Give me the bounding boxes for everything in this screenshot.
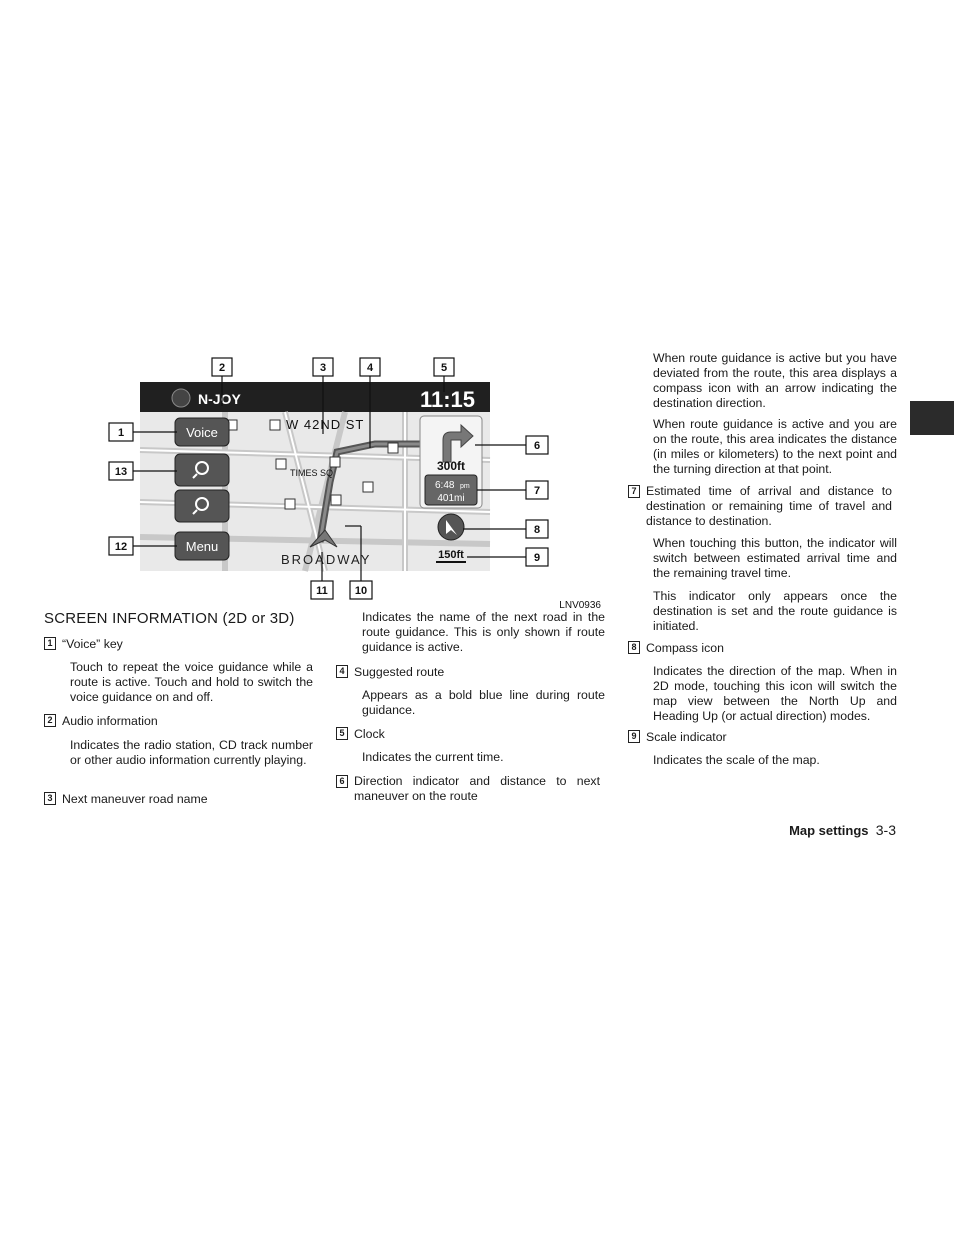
street-top-text: W 42ND ST: [286, 417, 365, 432]
eta-time-text: 6:48: [435, 480, 455, 491]
station-text: N-JOY: [198, 391, 241, 407]
chapter-tab: [910, 401, 954, 435]
callout-3: 3: [319, 362, 327, 374]
figure-code: LNV0936: [559, 600, 601, 611]
callout-1: 1: [117, 427, 125, 439]
right-para-2: When route guidance is active and you are on the route, this area indicates the distance (in miles or kilometers) to the next point and the turning direction at that point.: [653, 417, 897, 476]
item-5-label-row: [336, 727, 606, 742]
callout-9: 9: [533, 552, 541, 564]
right-para-1: When route guidance is active but you have deviated from the route, this area displays a compass icon with an arrow indicating the destination direction.: [653, 351, 897, 410]
item-7-label-row: [628, 484, 898, 529]
item-6-label-row: [336, 774, 606, 804]
eta-suffix-text: pm: [460, 483, 470, 490]
item-3-label: Next maneuver road name: [62, 792, 208, 806]
item-3-number: 3: [44, 792, 56, 805]
item-5-label: Clock: [354, 727, 385, 741]
callout-8: 8: [533, 524, 541, 536]
item-8-label: Compass icon: [646, 641, 724, 655]
footer-page-number: 3-3: [875, 822, 896, 838]
item-8-number: 8: [628, 641, 640, 654]
callout-12: 12: [114, 541, 128, 553]
callout-7: 7: [533, 485, 541, 497]
item-2-description: Indicates the radio station, CD track number or other audio information currently playing.: [70, 738, 313, 767]
right-para-4: This indicator only appears once the destination is set and the route guidance is initiated.: [653, 589, 897, 633]
callout-4: 4: [366, 362, 374, 374]
item-7-label: Estimated time of arrival and distance to destination or remaining time of travel and distance to destination.: [646, 484, 892, 528]
item-8-label-row: [628, 641, 898, 656]
item-3-label-row: [44, 792, 314, 807]
item-5-description: Indicates the current time.: [362, 750, 504, 764]
voice-label: Voice: [186, 425, 218, 440]
audio-icon: [172, 389, 190, 407]
item-1-label-row: [44, 637, 314, 652]
zoom-out-button: [175, 490, 229, 522]
menu-label: Menu: [185, 539, 219, 554]
callout-13: 13: [114, 466, 128, 478]
right-para-3: When touching this button, the indicator will switch between estimated arrival time and the remaining travel time.: [653, 536, 897, 580]
scale-text: 150ft: [438, 549, 464, 561]
zoom-in-button: [175, 454, 229, 486]
clock-text: 11:15: [419, 387, 475, 412]
callout-11: 11: [316, 585, 328, 597]
times-sq-text: TIMES SQ: [290, 468, 334, 478]
item-5-number: 5: [336, 727, 348, 740]
item-1-label: “Voice” key: [62, 637, 123, 651]
navigation-screen-figure: [105, 352, 605, 611]
item-9-description: Indicates the scale of the map.: [653, 753, 820, 767]
item-2-label-row: [44, 714, 314, 729]
section-title: SCREEN INFORMATION (2D or 3D): [44, 610, 295, 627]
item-4-number: 4: [336, 665, 348, 678]
item-6-label: Direction indicator and distance to next maneuver on the route: [354, 774, 600, 803]
callout-2: 2: [218, 362, 226, 374]
item-3-description: Indicates the name of the next road in the route guidance. This is only shown if route guidance is active.: [362, 610, 605, 654]
item-6-number: 6: [336, 775, 348, 788]
item-2-number: 2: [44, 714, 56, 727]
callout-6: 6: [533, 440, 541, 452]
item-2-label: Audio information: [62, 714, 158, 728]
item-7-number: 7: [628, 485, 640, 498]
distance-text: 300ft: [436, 459, 466, 473]
item-8-description: Indicates the direction of the map. When in 2D mode, touching this icon will switch the map view between the North Up and Heading Up (or actual direction) modes.: [653, 664, 897, 723]
page-footer: [700, 822, 896, 838]
item-9-number: 9: [628, 730, 640, 743]
item-1-number: 1: [44, 637, 56, 650]
item-1-description: Touch to repeat the voice guidance while a route is active. Touch and hold to switch the voice guidance on and off.: [70, 660, 313, 704]
item-4-label: Suggested route: [354, 665, 445, 679]
item-4-description: Appears as a bold blue line during route guidance.: [362, 688, 605, 717]
callout-5: 5: [440, 362, 448, 374]
item-4-label-row: [336, 665, 606, 680]
footer-section: Map settings: [789, 823, 869, 838]
callout-10: 10: [354, 585, 368, 597]
street-bottom-text: BROADWAY: [281, 552, 372, 567]
item-9-label-row: [628, 730, 898, 745]
item-9-label: Scale indicator: [646, 730, 727, 744]
eta-distance-text: 401mi: [437, 493, 465, 504]
